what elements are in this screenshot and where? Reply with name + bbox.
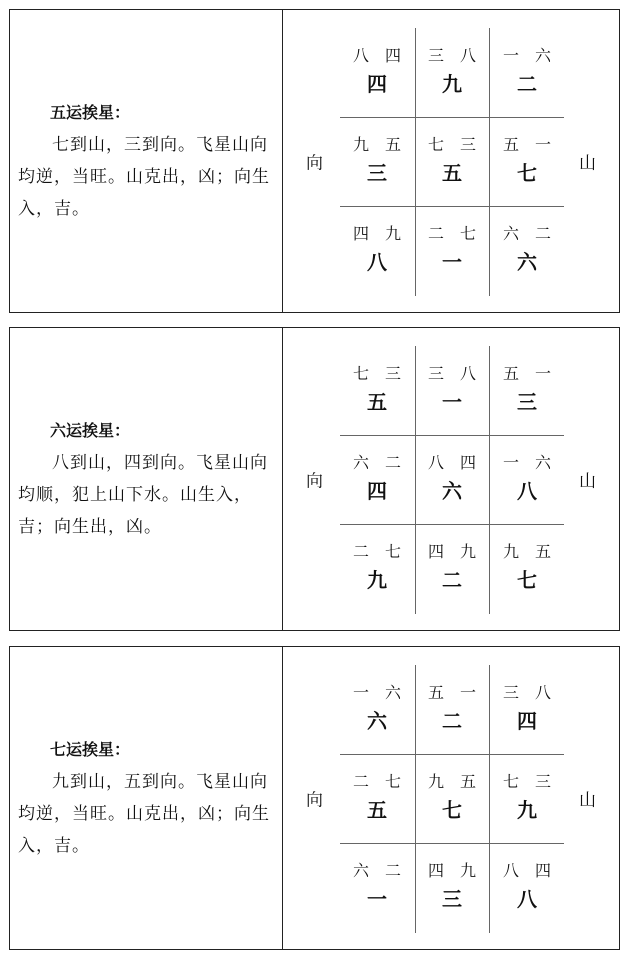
water-star: 五 [384,134,401,154]
mountain-star: 一 [503,45,520,65]
palace-cell [490,435,564,524]
mountain-star: 一 [503,452,520,472]
star-pair [353,452,401,474]
water-star: 八 [459,363,476,383]
mountain-star: 六 [353,452,370,472]
mountain-star: 八 [428,452,445,472]
palace-cell [415,754,489,843]
mountain-star: 四 [428,541,445,561]
panel-body-text: 七到山，三到向。飞星山向均逆，当旺。山克出，凶；向生入，吉。 [18,135,270,219]
facing-direction-label: 向 [306,471,323,492]
water-star: 一 [459,682,476,702]
flying-star-panel [9,9,620,313]
star-pair [428,682,476,704]
water-star: 七 [459,223,476,243]
palace-cell [340,346,414,435]
base-star: 六 [442,478,462,503]
base-star: 七 [517,567,537,592]
base-star: 九 [367,567,387,592]
mountain-star: 八 [353,45,370,65]
water-star: 六 [534,452,551,472]
base-star: 二 [442,567,462,592]
panel-heading: 五运挨星： [50,103,131,122]
mountain-star: 七 [353,363,370,383]
mountain-star: 三 [428,363,445,383]
nine-palace-grid [340,28,564,296]
column-divider [282,328,283,630]
star-pair [503,363,551,385]
base-star: 四 [367,478,387,503]
mountain-star: 四 [353,223,370,243]
mountain-star: 二 [353,771,370,791]
star-pair [503,771,551,793]
star-pair [353,134,401,156]
palace-cell [415,524,489,613]
base-star: 五 [367,389,387,414]
palace-cell [490,206,564,295]
base-star: 七 [517,160,537,185]
flying-star-panel [9,327,620,631]
star-pair [428,452,476,474]
base-star: 二 [442,708,462,733]
mountain-star: 九 [353,134,370,154]
water-star: 三 [384,363,401,383]
water-star: 二 [384,860,401,880]
water-star: 四 [459,452,476,472]
base-star: 九 [442,71,462,96]
star-pair [353,363,401,385]
palace-cell [490,28,564,117]
mountain-direction-label: 山 [579,790,596,811]
palace-cell [415,28,489,117]
mountain-direction-label: 山 [579,471,596,492]
star-pair [353,223,401,245]
nine-palace-grid [340,346,564,614]
facing-direction-label: 向 [306,153,323,174]
mountain-direction-label: 山 [579,153,596,174]
water-star: 九 [384,223,401,243]
facing-direction-label: 向 [306,790,323,811]
water-star: 二 [384,452,401,472]
palace-cell [340,665,414,754]
palace-cell [415,206,489,295]
mountain-star: 七 [428,134,445,154]
palace-cell [415,843,489,932]
star-pair [353,45,401,67]
base-star: 八 [367,249,387,274]
mountain-star: 三 [428,45,445,65]
star-pair [353,771,401,793]
star-pair [428,363,476,385]
base-star: 二 [517,71,537,96]
palace-cell [490,665,564,754]
star-pair [353,541,401,563]
palace-cell [340,435,414,524]
base-star: 三 [442,886,462,911]
column-divider [282,647,283,949]
base-star: 一 [442,389,462,414]
star-pair [503,682,551,704]
water-star: 七 [384,771,401,791]
mountain-star: 一 [353,682,370,702]
mountain-star: 八 [503,860,520,880]
base-star: 七 [442,797,462,822]
water-star: 五 [459,771,476,791]
star-pair [503,860,551,882]
base-star: 六 [367,708,387,733]
mountain-star: 二 [428,223,445,243]
palace-cell [340,524,414,613]
panel-body-text: 八到山，四到向。飞星山向均顺，犯上山下水。山生入，吉；向生出，凶。 [18,453,268,537]
water-star: 九 [459,860,476,880]
mountain-star: 九 [503,541,520,561]
water-star: 二 [534,223,551,243]
nine-palace-grid [340,665,564,933]
star-pair [503,541,551,563]
mountain-star: 六 [503,223,520,243]
star-pair [353,860,401,882]
panel-heading: 七运挨星： [50,740,131,759]
palace-cell [415,435,489,524]
base-star: 四 [367,71,387,96]
star-pair [353,682,401,704]
mountain-star: 九 [428,771,445,791]
palace-cell [340,754,414,843]
palace-cell [340,117,414,206]
water-star: 九 [459,541,476,561]
base-star: 一 [442,249,462,274]
palace-cell [490,843,564,932]
star-pair [428,45,476,67]
mountain-star: 三 [503,682,520,702]
water-star: 四 [534,860,551,880]
mountain-star: 二 [353,541,370,561]
star-pair [428,771,476,793]
base-star: 九 [517,797,537,822]
palace-cell [340,206,414,295]
palace-cell [490,524,564,613]
base-star: 三 [367,160,387,185]
star-pair [503,223,551,245]
star-pair [503,134,551,156]
base-star: 八 [517,478,537,503]
palace-cell [490,754,564,843]
palace-cell [340,28,414,117]
palace-cell [415,117,489,206]
water-star: 三 [534,771,551,791]
base-star: 五 [442,160,462,185]
panel-description [18,328,278,630]
star-pair [428,223,476,245]
water-star: 八 [534,682,551,702]
base-star: 五 [367,797,387,822]
star-pair [428,541,476,563]
panel-description [18,10,278,312]
base-star: 三 [517,389,537,414]
mountain-star: 五 [503,363,520,383]
base-star: 八 [517,886,537,911]
base-star: 一 [367,886,387,911]
water-star: 八 [459,45,476,65]
star-pair [428,134,476,156]
water-star: 四 [384,45,401,65]
mountain-star: 五 [428,682,445,702]
water-star: 三 [459,134,476,154]
palace-cell [415,665,489,754]
panel-description [18,647,278,949]
column-divider [282,10,283,312]
palace-cell [340,843,414,932]
water-star: 六 [534,45,551,65]
water-star: 五 [534,541,551,561]
flying-star-panel [9,646,620,950]
mountain-star: 六 [353,860,370,880]
water-star: 一 [534,134,551,154]
palace-cell [415,346,489,435]
palace-cell [490,346,564,435]
mountain-star: 四 [428,860,445,880]
star-pair [503,452,551,474]
water-star: 一 [534,363,551,383]
panel-body-text: 九到山，五到向。飞星山向均逆，当旺。山克出，凶；向生入，吉。 [18,772,270,856]
panel-heading: 六运挨星： [50,421,131,440]
mountain-star: 五 [503,134,520,154]
water-star: 七 [384,541,401,561]
water-star: 六 [384,682,401,702]
star-pair [503,45,551,67]
base-star: 六 [517,249,537,274]
mountain-star: 七 [503,771,520,791]
palace-cell [490,117,564,206]
star-pair [428,860,476,882]
base-star: 四 [517,708,537,733]
